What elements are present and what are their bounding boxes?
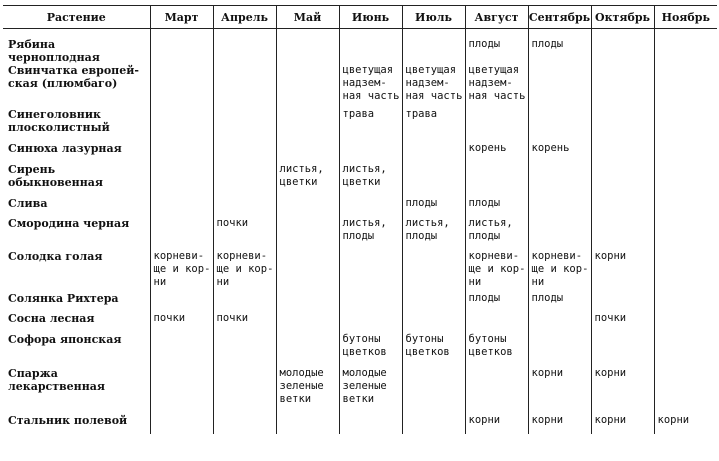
plant-name-cell: Смородина черная (8, 217, 130, 230)
harvest-cell (276, 292, 339, 312)
plant-name-cell: Синюха лазурная (8, 142, 122, 155)
harvest-cell (528, 197, 591, 217)
harvest-cell: корни (528, 367, 591, 414)
plant-name-cell: Сирень обыкновенная (8, 163, 104, 189)
harvest-cell (150, 367, 213, 414)
harvest-cell (654, 163, 717, 197)
harvest-cell: почки (213, 217, 276, 250)
table-body (3, 29, 717, 435)
header-november: Ноябрь (654, 6, 717, 29)
harvest-cell: листья, цветки (339, 163, 402, 197)
plant-name-cell: Слива (8, 197, 48, 210)
harvest-cell: плоды (528, 292, 591, 312)
harvest-cell (654, 142, 717, 163)
harvest-cell (150, 292, 213, 312)
harvest-cell (276, 29, 339, 65)
header-june: Июнь (339, 6, 402, 29)
header-april: Апрель (213, 6, 276, 29)
harvest-cell (276, 333, 339, 367)
header-july: Июль (402, 6, 465, 29)
table-row (3, 142, 717, 163)
harvest-cell (402, 367, 465, 414)
harvest-cell: корни (654, 414, 717, 434)
harvest-cell: бутоны цветков (402, 333, 465, 367)
plant-name-cell: Синеголовник плосколистный (8, 108, 110, 134)
plant-name-cell: Солодка голая (8, 250, 103, 263)
plant-name-cell: Рябина черноплодная (8, 38, 100, 64)
harvest-cell: корень (528, 142, 591, 163)
harvest-cell: корни (591, 414, 654, 434)
harvest-cell (339, 414, 402, 434)
harvest-cell (150, 64, 213, 108)
harvest-cell (465, 312, 528, 333)
harvest-cell (276, 197, 339, 217)
harvest-cell (591, 142, 654, 163)
harvest-cell (213, 292, 276, 312)
harvest-cell (213, 367, 276, 414)
harvest-cell (402, 312, 465, 333)
plant-name-cell: Стальник полевой (8, 414, 128, 427)
harvest-cell (276, 217, 339, 250)
harvest-cell (150, 29, 213, 65)
harvest-cell (465, 108, 528, 142)
harvest-cell: листья, плоды (402, 217, 465, 250)
harvest-cell (276, 108, 339, 142)
harvest-cell (528, 64, 591, 108)
harvest-cell: корни (528, 414, 591, 434)
harvest-cell: плоды (465, 292, 528, 312)
harvest-cell (528, 108, 591, 142)
header-september: Сентябрь (528, 6, 591, 29)
harvest-cell (276, 64, 339, 108)
harvest-cell (402, 29, 465, 65)
harvest-cell (276, 312, 339, 333)
table-row (3, 312, 717, 333)
harvest-cell (339, 292, 402, 312)
harvest-cell: корневи- ще и кор- ни (465, 250, 528, 292)
harvest-calendar-table (3, 5, 717, 434)
harvest-cell: корневи- ще и кор- ни (528, 250, 591, 292)
table-row (3, 108, 717, 142)
harvest-cell (591, 292, 654, 312)
harvest-cell (150, 217, 213, 250)
harvest-cell (528, 163, 591, 197)
table-row (3, 367, 717, 414)
harvest-cell (528, 333, 591, 367)
harvest-cell: почки (150, 312, 213, 333)
table-row (3, 29, 717, 65)
harvest-cell (276, 250, 339, 292)
harvest-cell (654, 250, 717, 292)
header-october: Октябрь (591, 6, 654, 29)
harvest-cell: корневи- ще и кор- ни (150, 250, 213, 292)
harvest-cell (276, 414, 339, 434)
harvest-cell: бутоны цветков (339, 333, 402, 367)
harvest-cell: цветущая надзем- ная часть (339, 64, 402, 108)
harvest-cell: трава (339, 108, 402, 142)
harvest-cell: цветущая надзем- ная часть (402, 64, 465, 108)
harvest-cell: трава (402, 108, 465, 142)
harvest-cell (150, 414, 213, 434)
harvest-cell (591, 217, 654, 250)
harvest-cell (150, 197, 213, 217)
harvest-cell: молодые зеленые ветки (339, 367, 402, 414)
harvest-cell (402, 292, 465, 312)
harvest-cell (402, 142, 465, 163)
plant-name-cell: Свинчатка европей- ская (плюмбаго) (8, 64, 139, 90)
table-row (3, 414, 717, 434)
harvest-cell: корни (591, 367, 654, 414)
harvest-cell: плоды (465, 197, 528, 217)
harvest-cell (339, 29, 402, 65)
harvest-cell (213, 108, 276, 142)
harvest-cell (591, 163, 654, 197)
harvest-cell: плоды (465, 29, 528, 65)
harvest-cell (213, 163, 276, 197)
harvest-cell (465, 163, 528, 197)
harvest-cell: корни (465, 414, 528, 434)
harvest-cell (591, 333, 654, 367)
harvest-cell (654, 64, 717, 108)
harvest-cell: бутоны цветков (465, 333, 528, 367)
harvest-cell (213, 142, 276, 163)
header-august: Август (465, 6, 528, 29)
harvest-cell: молодые зеленые ветки (276, 367, 339, 414)
plant-name-cell: Спаржа лекарственная (8, 367, 106, 393)
plant-name-cell: Софора японская (8, 333, 122, 346)
harvest-cell (528, 217, 591, 250)
harvest-cell: корень (465, 142, 528, 163)
harvest-cell: листья, плоды (465, 217, 528, 250)
table-row (3, 163, 717, 197)
harvest-cell (402, 250, 465, 292)
harvest-cell (654, 217, 717, 250)
plant-name-cell: Сосна лесная (8, 312, 95, 325)
header-plant: Растение (3, 6, 150, 29)
table-row (3, 333, 717, 367)
harvest-cell (213, 414, 276, 434)
harvest-cell (654, 197, 717, 217)
harvest-cell (276, 142, 339, 163)
harvest-cell (591, 29, 654, 65)
harvest-cell: листья, плоды (339, 217, 402, 250)
table-row (3, 217, 717, 250)
header-march: Март (150, 6, 213, 29)
harvest-cell (654, 108, 717, 142)
harvest-cell (213, 197, 276, 217)
harvest-cell (591, 108, 654, 142)
harvest-cell (339, 142, 402, 163)
harvest-cell (465, 367, 528, 414)
table-row (3, 64, 717, 108)
harvest-cell: корни (591, 250, 654, 292)
harvest-cell: цветущая надзем- ная часть (465, 64, 528, 108)
harvest-cell (591, 197, 654, 217)
harvest-cell (339, 312, 402, 333)
table-row (3, 197, 717, 217)
harvest-cell: почки (591, 312, 654, 333)
harvest-cell (402, 414, 465, 434)
harvest-cell (528, 312, 591, 333)
harvest-cell: корневи- ще и кор- ни (213, 250, 276, 292)
table-row (3, 250, 717, 292)
harvest-cell (402, 163, 465, 197)
harvest-cell (150, 163, 213, 197)
harvest-cell (150, 108, 213, 142)
harvest-cell (213, 333, 276, 367)
harvest-cell (654, 367, 717, 414)
harvest-cell (339, 197, 402, 217)
harvest-cell: плоды (528, 29, 591, 65)
table-header-row (3, 6, 717, 29)
harvest-cell (654, 29, 717, 65)
harvest-cell (654, 292, 717, 312)
harvest-cell: плоды (402, 197, 465, 217)
harvest-cell (654, 312, 717, 333)
harvest-cell (339, 250, 402, 292)
table-row (3, 292, 717, 312)
harvest-cell (150, 142, 213, 163)
harvest-cell (213, 64, 276, 108)
header-may: Май (276, 6, 339, 29)
harvest-cell: листья, цветки (276, 163, 339, 197)
harvest-cell: почки (213, 312, 276, 333)
harvest-cell (654, 333, 717, 367)
harvest-cell (591, 64, 654, 108)
harvest-cell (150, 333, 213, 367)
plant-name-cell: Солянка Рихтера (8, 292, 119, 305)
harvest-cell (213, 29, 276, 65)
